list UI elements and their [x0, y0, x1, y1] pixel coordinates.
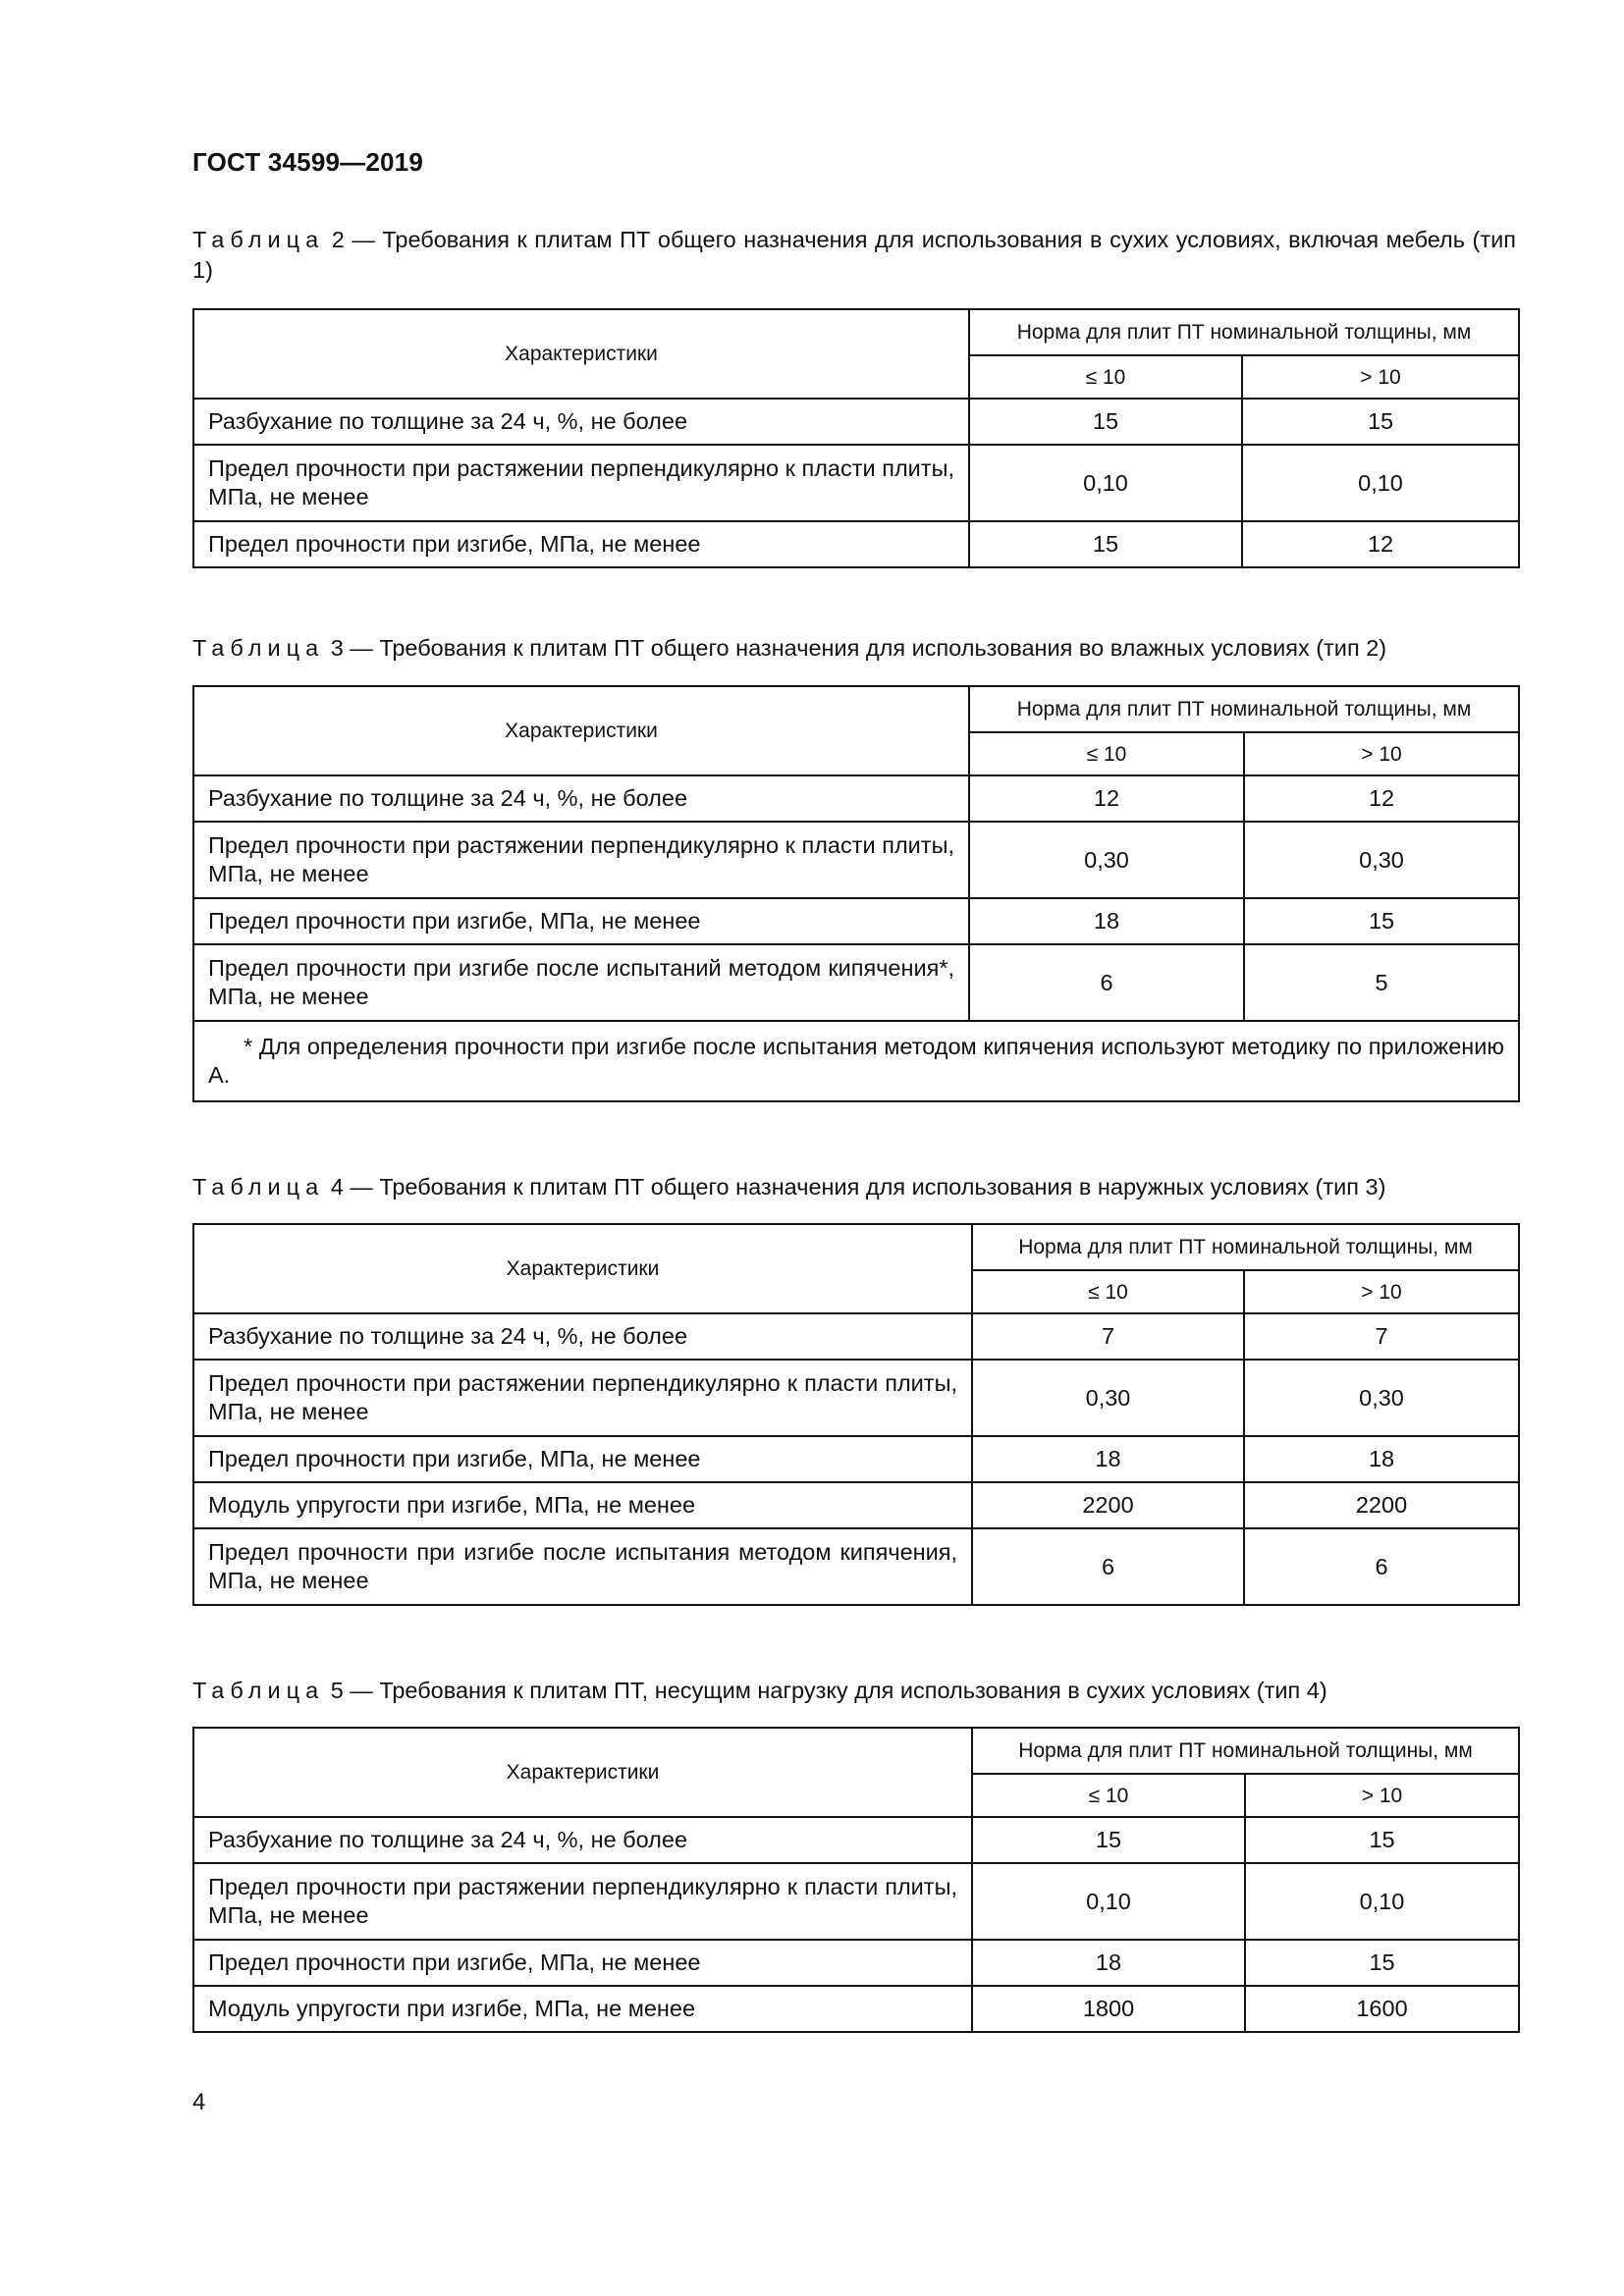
table-3-header-norm: Норма для плит ПТ номинальной толщины, мм	[969, 686, 1519, 732]
table-2	[192, 308, 1520, 568]
row-value-le-10: 0,30	[969, 822, 1244, 898]
row-characteristic: Предел прочности при растяжении перпендикулярно к пласти плиты, МПа, не менее	[193, 445, 969, 521]
row-value-gt-10: 15	[1245, 1940, 1519, 1986]
row-value-le-10: 2200	[972, 1482, 1244, 1528]
table-2-caption-text: 2 — Требования к плитам ПТ общего назначения для использования в сухих условиях, включая мебель (тип 1)	[192, 227, 1516, 283]
row-characteristic: Разбухание по толщине за 24 ч, %, не более	[193, 1817, 972, 1863]
row-value-le-10: 0,30	[972, 1360, 1244, 1436]
row-value-le-10: 18	[972, 1436, 1244, 1482]
table-3-caption-text: 3 — Требования к плитам ПТ общего назначения для использования во влажных условиях (тип 2)	[330, 635, 1387, 661]
table-3-caption	[192, 633, 1516, 664]
row-characteristic: Предел прочности при изгибе, МПа, не менее	[193, 1436, 972, 1482]
row-value-gt-10: 6	[1244, 1528, 1519, 1605]
table-2-caption	[192, 225, 1516, 286]
table-row	[193, 521, 1519, 567]
row-value-le-10: 15	[969, 399, 1242, 445]
row-characteristic: Предел прочности при изгибе после испытаний методом кипячения*, МПа, не менее	[193, 944, 969, 1021]
table-2-header-characteristics: Характеристики	[193, 309, 969, 399]
row-characteristic: Предел прочности при растяжении перпендикулярно к пласти плиты, МПа, не менее	[193, 1863, 972, 1940]
row-value-le-10: 18	[972, 1940, 1245, 1986]
row-characteristic: Предел прочности при изгибе, МПа, не менее	[193, 521, 969, 567]
table-2-header-gt-10: > 10	[1242, 355, 1519, 399]
table-row	[193, 399, 1519, 445]
table-4-caption	[192, 1172, 1516, 1202]
table-row	[193, 775, 1519, 822]
table-3-header-le-10: ≤ 10	[969, 732, 1244, 775]
row-value-gt-10: 2200	[1244, 1482, 1519, 1528]
table-row	[193, 445, 1519, 521]
table-2-header-le-10: ≤ 10	[969, 355, 1242, 399]
table-2-caption-label: Таблица	[192, 227, 325, 252]
page-number: 4	[192, 2089, 206, 2115]
table-5-header-gt-10: > 10	[1245, 1774, 1519, 1817]
row-value-gt-10: 12	[1242, 521, 1519, 567]
row-characteristic: Предел прочности при растяжении перпендикулярно к пласти плиты, МПа, не менее	[193, 822, 969, 898]
row-value-gt-10: 0,30	[1244, 1360, 1519, 1436]
row-characteristic: Модуль упругости при изгибе, МПа, не менее	[193, 1482, 972, 1528]
row-value-gt-10: 1600	[1245, 1986, 1519, 2032]
table-4-header-gt-10: > 10	[1244, 1270, 1519, 1313]
row-characteristic: Модуль упругости при изгибе, МПа, не менее	[193, 1986, 972, 2032]
row-characteristic: Разбухание по толщине за 24 ч, %, не более	[193, 775, 969, 822]
table-row	[193, 1482, 1519, 1528]
row-value-le-10: 6	[972, 1528, 1244, 1605]
table-5-header-norm: Норма для плит ПТ номинальной толщины, мм	[972, 1728, 1519, 1774]
row-characteristic: Предел прочности при изгибе, МПа, не менее	[193, 898, 969, 944]
table-row	[193, 1940, 1519, 1986]
table-row	[193, 822, 1519, 898]
row-value-gt-10: 15	[1244, 898, 1519, 944]
row-value-gt-10: 5	[1244, 944, 1519, 1021]
table-row	[193, 1313, 1519, 1360]
row-value-gt-10: 0,30	[1244, 822, 1519, 898]
table-5-caption-label: Таблица	[192, 1678, 325, 1703]
table-row	[193, 944, 1519, 1021]
table-3-header-gt-10: > 10	[1244, 732, 1519, 775]
table-3-caption-label: Таблица	[192, 635, 325, 661]
row-value-le-10: 15	[969, 521, 1242, 567]
table-row	[193, 1986, 1519, 2032]
row-value-le-10: 6	[969, 944, 1244, 1021]
row-value-gt-10: 7	[1244, 1313, 1519, 1360]
row-characteristic: Разбухание по толщине за 24 ч, %, не более	[193, 399, 969, 445]
document-standard-title: ГОСТ 34599—2019	[192, 147, 423, 177]
row-characteristic: Предел прочности при изгибе после испытания методом кипячения, МПа, не менее	[193, 1528, 972, 1605]
table-row	[193, 1360, 1519, 1436]
table-3-footnote: * Для определения прочности при изгибе после испытания методом кипячения используют методику по приложению А.	[193, 1021, 1519, 1101]
table-4-header-le-10: ≤ 10	[972, 1270, 1244, 1313]
table-2-header-norm: Норма для плит ПТ номинальной толщины, мм	[969, 309, 1519, 355]
row-characteristic: Предел прочности при растяжении перпендикулярно к пласти плиты, МПа, не менее	[193, 1360, 972, 1436]
table-4-header-norm: Норма для плит ПТ номинальной толщины, мм	[972, 1224, 1519, 1270]
table-4-header-characteristics: Характеристики	[193, 1224, 972, 1313]
row-value-le-10: 18	[969, 898, 1244, 944]
table-row	[193, 898, 1519, 944]
row-characteristic: Предел прочности при изгибе, МПа, не менее	[193, 1940, 972, 1986]
row-value-le-10: 12	[969, 775, 1244, 822]
table-row	[193, 1863, 1519, 1940]
table-5-caption	[192, 1676, 1516, 1706]
table-4-caption-text: 4 — Требования к плитам ПТ общего назначения для использования в наружных условиях (тип 3)	[330, 1174, 1386, 1200]
row-value-gt-10: 15	[1245, 1817, 1519, 1863]
row-value-le-10: 15	[972, 1817, 1245, 1863]
row-value-gt-10: 18	[1244, 1436, 1519, 1482]
row-value-gt-10: 0,10	[1245, 1863, 1519, 1940]
row-value-gt-10: 12	[1244, 775, 1519, 822]
table-row	[193, 1436, 1519, 1482]
row-characteristic: Разбухание по толщине за 24 ч, %, не более	[193, 1313, 972, 1360]
table-5-header-le-10: ≤ 10	[972, 1774, 1245, 1817]
row-value-le-10: 0,10	[969, 445, 1242, 521]
table-row	[193, 1817, 1519, 1863]
table-3	[192, 685, 1520, 1102]
table-5-caption-text: 5 — Требования к плитам ПТ, несущим нагрузку для использования в сухих условиях (тип 4)	[330, 1678, 1327, 1703]
row-value-gt-10: 15	[1242, 399, 1519, 445]
row-value-le-10: 1800	[972, 1986, 1245, 2032]
row-value-le-10: 0,10	[972, 1863, 1245, 1940]
table-5	[192, 1727, 1520, 2033]
row-value-le-10: 7	[972, 1313, 1244, 1360]
table-4	[192, 1223, 1520, 1606]
table-5-header-characteristics: Характеристики	[193, 1728, 972, 1817]
table-3-header-characteristics: Характеристики	[193, 686, 969, 775]
table-4-caption-label: Таблица	[192, 1174, 325, 1200]
table-row	[193, 1528, 1519, 1605]
row-value-gt-10: 0,10	[1242, 445, 1519, 521]
